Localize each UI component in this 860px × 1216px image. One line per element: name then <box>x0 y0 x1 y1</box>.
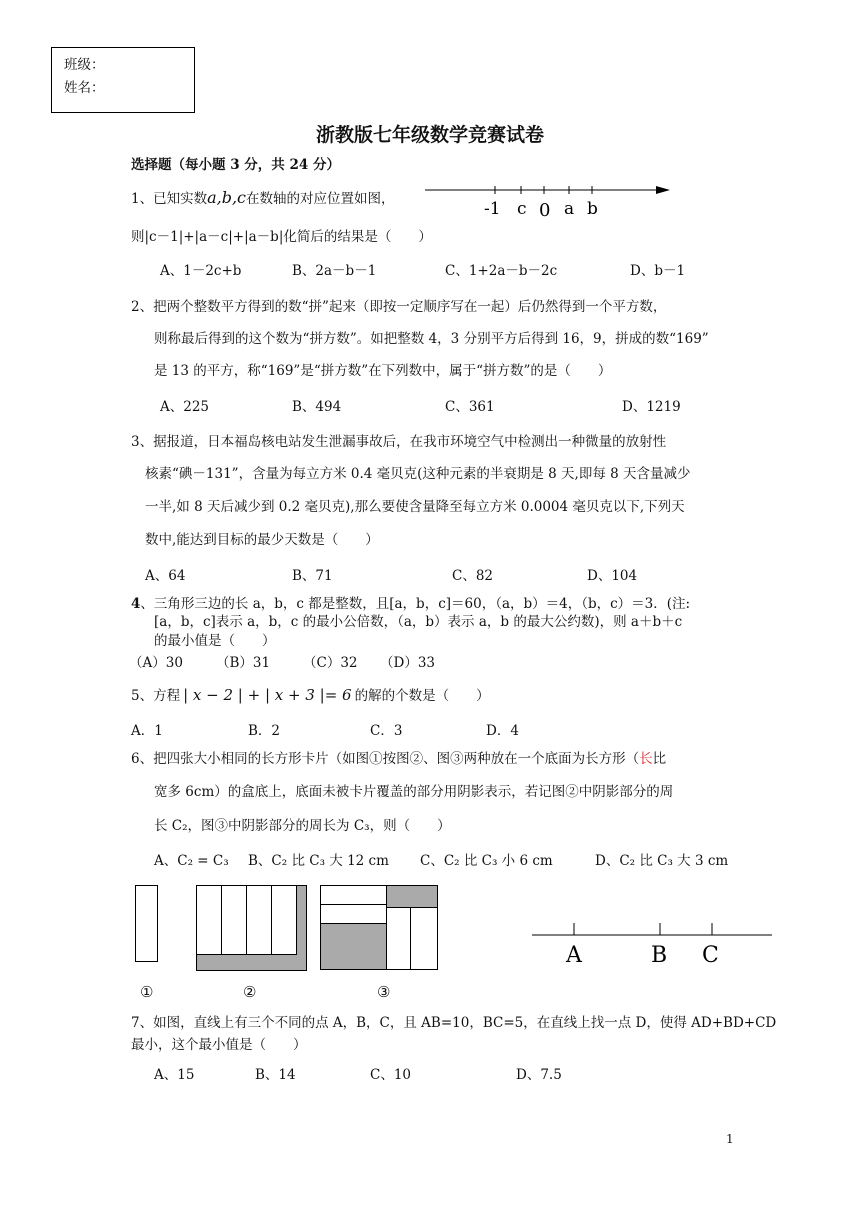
q1-option-b: B、2a－b－1 <box>292 263 377 279</box>
q2-option-a: A、225 <box>160 399 210 415</box>
q2-line1: 2、把两个整数平方得到的数“拼”起来（即按一定顺序写在一起）后仍然得到一个平方数， <box>131 299 667 315</box>
q6-option-c: C、C₂ 比 C₃ 小 6 cm <box>420 853 553 869</box>
q4-line2: [a，b，c]表示 a，b，c 的最小公倍数，（a，b）表示 a，b 的最大公约数)，则 a＋b＋c <box>154 614 683 630</box>
q4-line3: 的最小值是（ ） <box>154 633 276 649</box>
q3-option-b: B、71 <box>292 568 333 584</box>
q4-option-c: （C）32 <box>303 655 358 671</box>
q6-option-a: A、C₂ = C₃ <box>154 853 229 869</box>
axis-label-b: b <box>587 199 598 219</box>
axis-label-0: 0 <box>539 200 551 220</box>
q6-red-char: 长 <box>639 751 653 767</box>
axis-label-a: a <box>564 199 575 219</box>
q5-option-b: B．2 <box>248 723 281 739</box>
q6-option-d: D、C₂ 比 C₃ 大 3 cm <box>595 853 729 869</box>
q3-option-c: C、82 <box>452 568 494 584</box>
q1-option-d: D、b－1 <box>630 263 686 279</box>
q7-option-b: B、14 <box>255 1067 296 1083</box>
q2-option-c: C、361 <box>445 399 495 415</box>
q1-stem: 1、已知实数a,b,c在数轴的对应位置如图， <box>131 188 395 207</box>
q3-line2: 核素“碘－131”，含量为每立方米 0.4 毫贝克(这种元素的半衰期是 8 天,即每 8 天含量减少 <box>145 466 691 482</box>
q6-line3: 长 C₂，图③中阴影部分的周长为 C₃，则（ ） <box>154 818 451 834</box>
fig1-card <box>136 886 158 962</box>
q1-number-line <box>420 178 680 220</box>
q7-line1: 7、如图，直线上有三个不同的点 A，B，C，且 AB=10，BC=5，在直线上找一点 D，使得 AD+BD+CD <box>131 1015 777 1031</box>
q7-line-figure <box>530 918 775 976</box>
fig1-label: ① <box>140 983 154 1001</box>
name-label: 姓名： <box>64 80 105 96</box>
axis-label-c: c <box>517 199 527 219</box>
class-label: 班级： <box>64 57 105 73</box>
point-label-c: C <box>702 943 719 968</box>
q1-line2: 则|c－1|+|a－c|+|a－b|化简后的结果是（ ） <box>131 229 432 245</box>
q1-option-c: C、1+2a－b－2c <box>445 263 558 279</box>
q2-option-b: B、494 <box>292 399 342 415</box>
page-number: 1 <box>726 1132 734 1146</box>
q5-option-d: D．4 <box>486 723 519 739</box>
q2-line2: 则称最后得到的这个数为“拼方数”。如把整数 4，3 分别平方后得到 16，9，拼成的数“169” <box>154 331 709 347</box>
q6-figures <box>130 878 450 998</box>
q7-option-d: D、7.5 <box>516 1067 562 1083</box>
q3-option-d: D、104 <box>587 568 638 584</box>
q4-option-b: （B）31 <box>216 655 271 671</box>
q7-option-a: A、15 <box>154 1067 195 1083</box>
point-label-b: B <box>651 943 668 968</box>
q3-line3: 一半,如 8 天后减少到 0.2 毫贝克),那么要使含量降至每立方米 0.0004 毫贝克以下,下列天 <box>145 499 685 515</box>
q1-option-a: A、1－2c+b <box>160 263 242 279</box>
q2-line3: 是 13 的平方，称“169”是“拼方数”在下列数中，属于“拼方数”的是（ ） <box>154 363 612 379</box>
q3-line4: 数中,能达到目标的最少天数是（ ） <box>145 532 379 548</box>
q4-option-d: （D）33 <box>380 655 436 671</box>
q5-stem: 5、方程 | x − 2 | + | x + 3 |= 6 的解的个数是（ ） <box>131 686 490 704</box>
q7-line2: 最小，这个最小值是（ ） <box>131 1037 307 1053</box>
fig2-label: ② <box>243 983 257 1001</box>
q6-option-b: B、C₂ 比 C₃ 大 12 cm <box>248 853 389 869</box>
q5-option-a: A．1 <box>131 723 163 739</box>
q5-option-c: C．3 <box>370 723 403 739</box>
q6-line1: 6、把四张大小相同的长方形卡片（如图①按图②、图③两种放在一个底面为长方形（长比 <box>131 751 667 767</box>
page-title: 浙教版七年级数学竞赛试卷 <box>315 124 544 146</box>
q4-line1: 4、三角形三边的长 a，b，c 都是整数，且[a，b，c]＝60，（a，b）＝4，（b，c）＝3．(注: <box>131 596 691 612</box>
axis-label-neg1: -1 <box>484 199 501 219</box>
student-info-box <box>51 47 195 113</box>
fig3-label: ③ <box>377 983 391 1001</box>
q1-vars: a,b,c <box>207 188 247 207</box>
q3-option-a: A、64 <box>145 568 186 584</box>
section-heading: 选择题（每小题 3 分，共 24 分） <box>131 157 340 173</box>
q6-line2: 宽多 6cm）的盒底上，底面未被卡片覆盖的部分用阴影表示，若记图②中阴影部分的周 <box>154 784 674 800</box>
q7-option-c: C、10 <box>370 1067 412 1083</box>
point-label-a: A <box>566 943 582 968</box>
q4-option-a: （A）30 <box>129 655 183 671</box>
q2-option-d: D、1219 <box>622 399 681 415</box>
q5-equation: | x − 2 | + | x + 3 |= 6 <box>183 686 352 704</box>
q3-line1: 3、据报道，日本福岛核电站发生泄漏事故后，在我市环境空气中检测出一种微量的放射性 <box>131 434 667 450</box>
